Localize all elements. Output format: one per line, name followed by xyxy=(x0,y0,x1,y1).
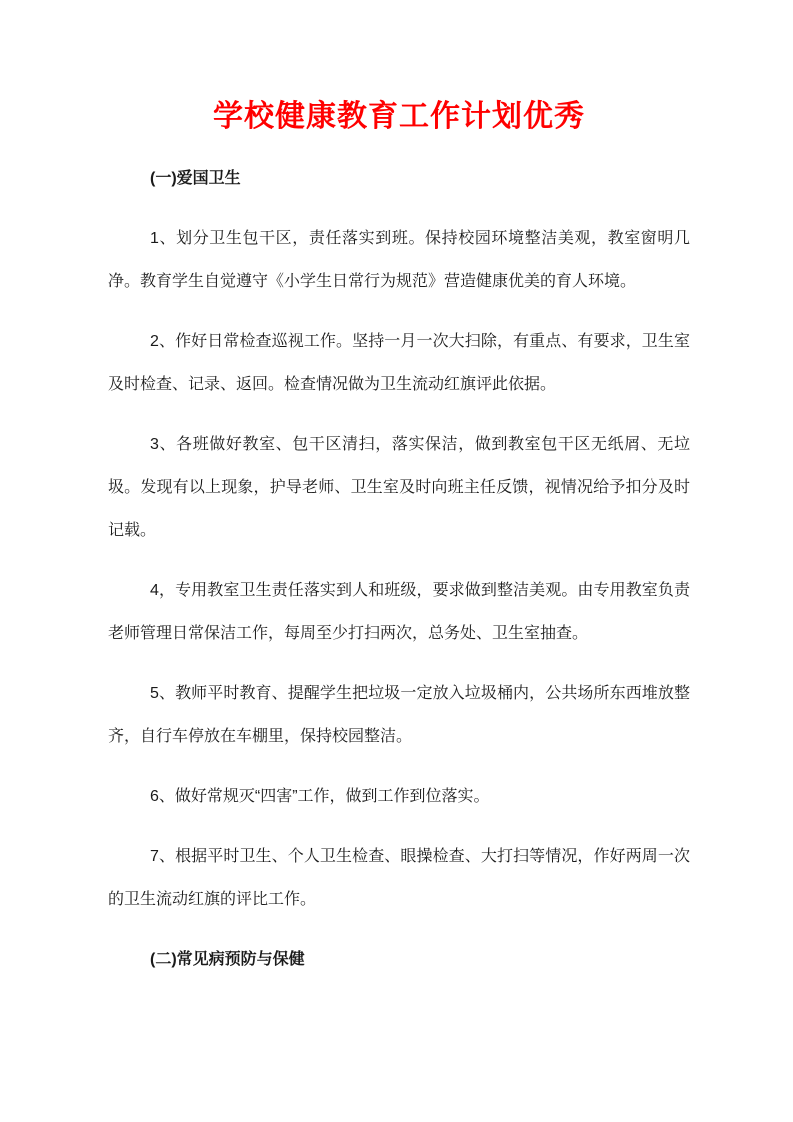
body-paragraph: 1、划分卫生包干区，责任落实到班。保持校园环境整洁美观，教室窗明几净。教育学生自觉遵守《小学生日常行为规范》营造健康优美的育人环境。 xyxy=(108,230,690,290)
document-title: 学校健康教育工作计划优秀 xyxy=(213,100,585,133)
section-heading: (二)常见病预防与保健 xyxy=(150,951,305,968)
body-paragraph: 7、根据平时卫生、个人卫生检查、眼操检查、大打扫等情况，作好两周一次的卫生流动红旗的评比工作。 xyxy=(108,848,690,908)
body-paragraph: 3、各班做好教室、包干区清扫，落实保洁，做到教室包干区无纸屑、无垃圾。发现有以上现象，护导老师、卫生室及时向班主任反馈，视情况给予扣分及时记载。 xyxy=(108,436,690,539)
section-heading: (一)爱国卫生 xyxy=(150,170,241,187)
body-paragraph: 4，专用教室卫生责任落实到人和班级，要求做到整洁美观。由专用教室负责老师管理日常保洁工作，每周至少打扫两次，总务处、卫生室抽查。 xyxy=(108,582,690,642)
document-body xyxy=(108,157,690,981)
body-paragraph: 6、做好常规灭“四害”工作，做到工作到位落实。 xyxy=(150,788,490,805)
body-paragraph: 2、作好日常检查巡视工作。坚持一月一次大扫除，有重点、有要求，卫生室及时检查、记录、返回。检查情况做为卫生流动红旗评此依据。 xyxy=(108,333,690,393)
body-paragraph: 5、教师平时教育、提醒学生把垃圾一定放入垃圾桶内，公共场所东西堆放整齐，自行车停放在车棚里，保持校园整洁。 xyxy=(108,685,690,745)
